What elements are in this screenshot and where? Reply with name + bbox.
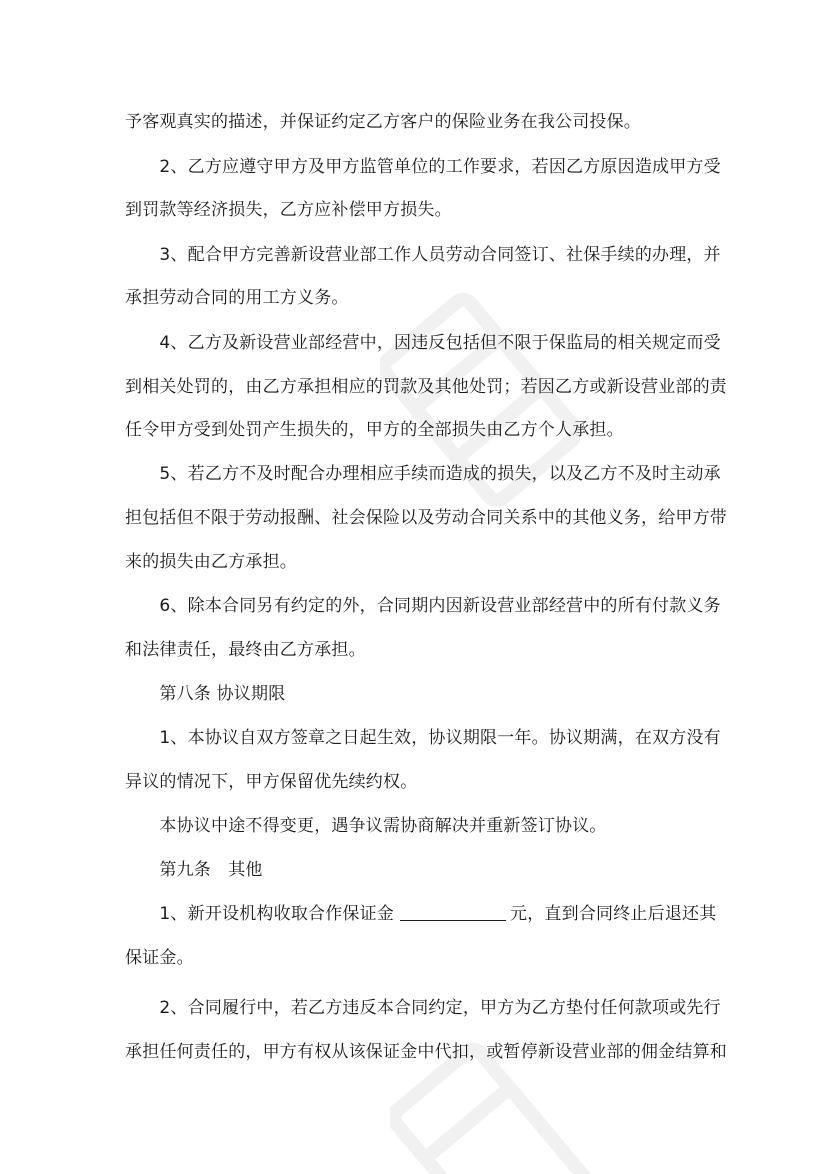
text-line: 2、合同履行中，若乙方违反本合同约定，甲方为乙方垫付任何款项或先行 xyxy=(125,998,721,1018)
text-line: 本协议中途不得变更，遇争议需协商解决并重新签订协议。 xyxy=(125,816,607,836)
text-line: 承担任何责任的，甲方有权从该保证金中代扣，或暂停新设营业部的佣金结算和 xyxy=(125,1042,727,1062)
deposit-line xyxy=(125,902,715,926)
deposit-line-suffix: 元，直到合同终止后退还其 xyxy=(510,904,717,924)
text-line: 保证金。 xyxy=(125,948,194,968)
text-line: 异议的情况下，甲方保留优先续约权。 xyxy=(125,772,418,792)
text-line: 2、乙方应遵守甲方及甲方监管单位的工作要求，若因乙方原因造成甲方受 xyxy=(125,157,721,177)
section-heading: 第九条 其他 xyxy=(125,860,263,880)
text-line: 5、若乙方不及时配合办理相应手续而造成的损失，以及乙方不及时主动承 xyxy=(125,464,721,484)
text-line: 和法律责任，最终由乙方承担。 xyxy=(125,640,366,660)
text-line: 1、本协议自双方签章之日起生效，协议期限一年。协议期满，在双方没有 xyxy=(125,728,721,748)
deposit-amount-blank xyxy=(400,902,506,921)
text-line: 到相关处罚的，由乙方承担相应的罚款及其他处罚；若因乙方或新设营业部的责 xyxy=(125,377,727,397)
deposit-line-prefix: 1、新开设机构收取合作保证金 xyxy=(125,904,395,924)
text-line: 6、除本合同另有约定的外，合同期内因新设营业部经营中的所有付款义务 xyxy=(125,596,721,616)
text-line: 承担劳动合同的用工方义务。 xyxy=(125,288,349,308)
text-line: 任令甲方受到处罚产生损失的，甲方的全部损失由乙方个人承担。 xyxy=(125,420,624,440)
text-line: 3、配合甲方完善新设营业部工作人员劳动合同签订、社保手续的办理，并 xyxy=(125,245,721,265)
text-line: 到罚款等经济损失，乙方应补偿甲方损失。 xyxy=(125,200,452,220)
text-line: 担包括但不限于劳动报酬、社会保险以及劳动合同关系中的其他义务，给甲方带 xyxy=(125,508,727,528)
section-heading: 第八条 协议期限 xyxy=(125,684,286,704)
text-line: 4、乙方及新设营业部经营中，因违反包括但不限于保监局的相关规定而受 xyxy=(125,333,721,353)
text-line: 来的损失由乙方承担。 xyxy=(125,552,297,572)
text-line: 予客观真实的描述，并保证约定乙方客户的保险业务在我公司投保。 xyxy=(125,112,641,132)
